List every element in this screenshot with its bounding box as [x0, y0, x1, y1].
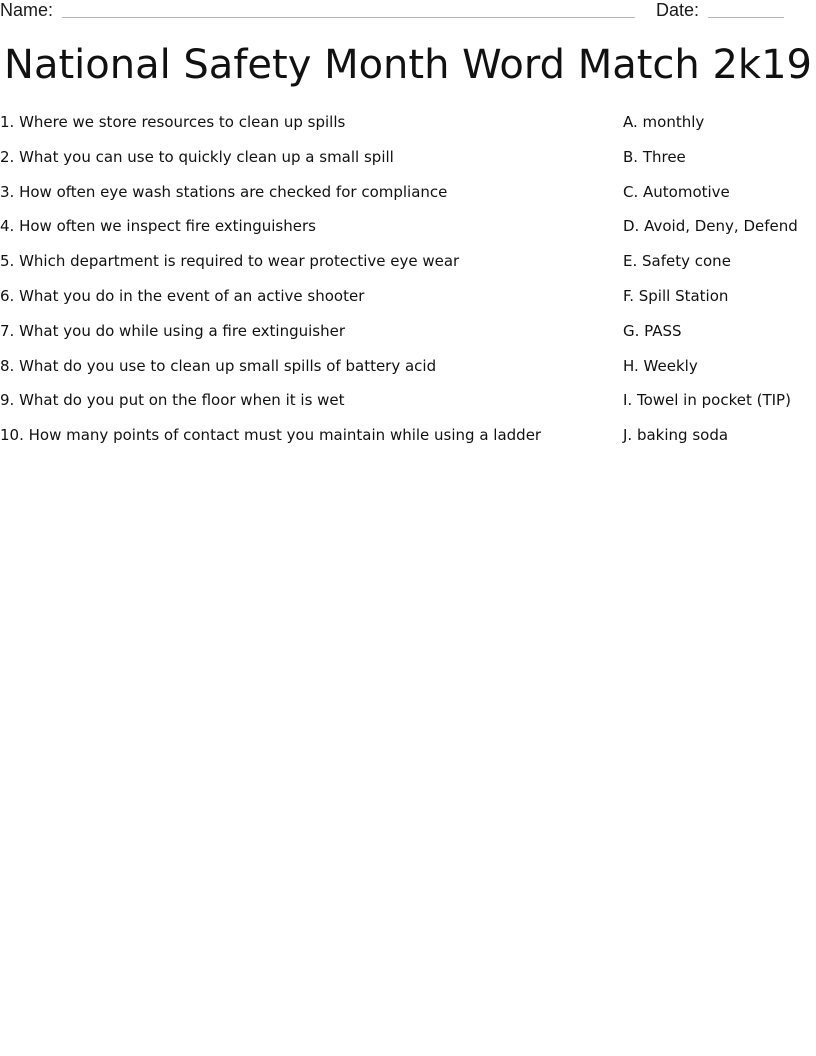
question-item: 6. What you do in the event of an active shooter [0, 286, 365, 305]
question-item: 4. How often we inspect fire extinguishers [0, 217, 316, 236]
answer-item: F. Spill Station [623, 286, 729, 305]
answer-item: I. Towel in pocket (TIP) [623, 391, 791, 410]
answer-item: C. Automotive [623, 182, 730, 201]
answer-item: B. Three [623, 147, 686, 166]
name-label: Name: [0, 0, 54, 20]
question-item: 10. How many points of contact must you maintain while using a ladder [0, 426, 542, 445]
question-item: 9. What do you put on the floor when it is wet [0, 391, 345, 410]
page-title: National Safety Month Word Match 2k19 [4, 42, 812, 88]
answer-item: H. Weekly [623, 356, 698, 375]
answer-item: A. monthly [623, 113, 705, 131]
question-item: 3. How often eye wash stations are checked for compliance [0, 182, 448, 201]
question-item: 8. What do you use to clean up small spills of battery acid [0, 356, 437, 375]
question-list [0, 111, 600, 459]
answer-item: D. Avoid, Deny, Defend [623, 217, 798, 236]
header-line [0, 0, 816, 24]
question-item: 2. What you can use to quickly clean up a small spill [0, 147, 394, 166]
question-item: 7. What you do while using a fire extinguisher [0, 321, 345, 340]
answer-item: E. Safety cone [623, 252, 731, 271]
name-blank-line[interactable] [62, 17, 635, 18]
answer-list [623, 111, 813, 459]
question-item: 1. Where we store resources to clean up spills [0, 113, 346, 131]
answer-item: G. PASS [623, 321, 682, 340]
question-item: 5. Which department is required to wear protective eye wear [0, 252, 460, 271]
date-blank-line[interactable] [708, 17, 784, 18]
answer-item: J. baking soda [623, 426, 729, 445]
date-label: Date: [656, 0, 700, 20]
